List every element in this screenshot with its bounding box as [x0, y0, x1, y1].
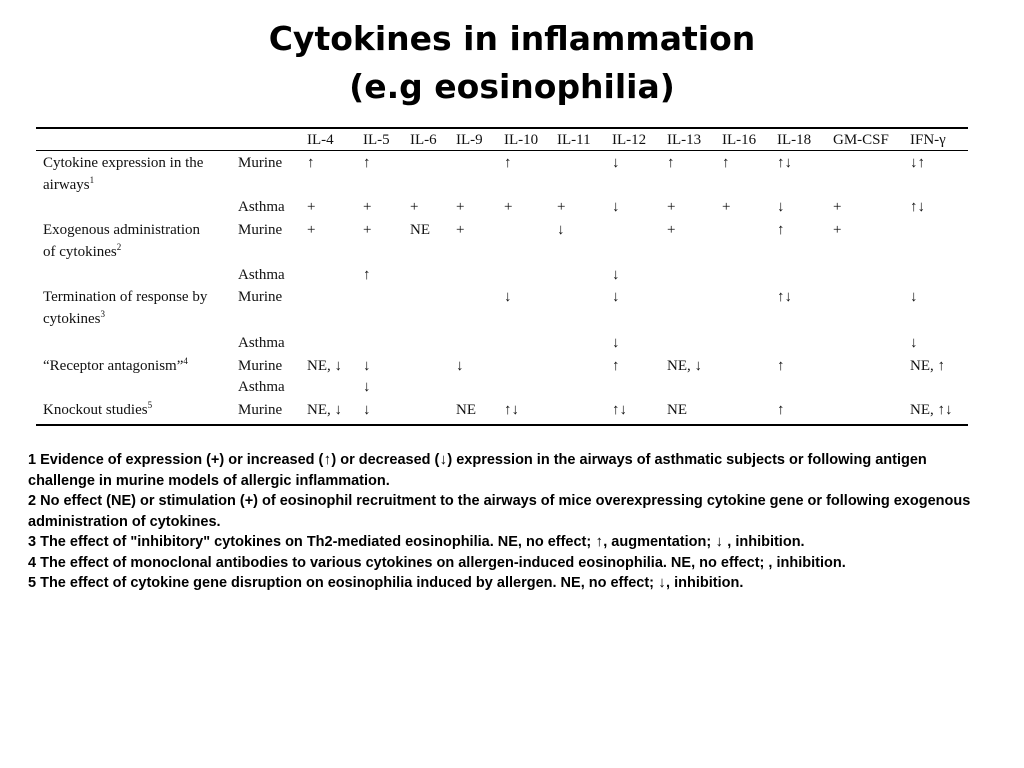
column-header: IL-16	[722, 132, 757, 148]
model-label: Murine	[238, 155, 283, 171]
table-top-rule	[36, 127, 968, 129]
table-cell: +	[363, 199, 372, 215]
model-label: Murine	[238, 222, 283, 238]
table-cell: ↓	[557, 222, 565, 238]
table-cell: NE, ↑	[910, 358, 945, 374]
table-cell: ↑↓	[777, 155, 792, 171]
table-cell: ↓	[910, 289, 918, 305]
table-bottom-rule	[36, 424, 968, 426]
footnote-3: 3 The effect of "inhibitory" cytokines on Th2-mediated eosinophilia. NE, no effect; ↑, augmentation; ↓ , inhibition.	[28, 532, 988, 553]
footnote-4: 4 The effect of monoclonal antibodies to various cytokines on allergen-induced eosinophilia. NE, no effect; , inhibition.	[28, 554, 846, 571]
table-cell: ↓	[612, 267, 620, 283]
table-cell: +	[456, 222, 465, 238]
slide-title-line2: (e.g eosinophilia)	[349, 67, 675, 106]
up-arrow-icon: ↑	[595, 533, 603, 550]
group-label-receptor: “Receptor antagonism”$^4$	[43, 356, 188, 374]
footnote-5: 5 The effect of cytokine gene disruption on eosinophilia induced by allergen. NE, no effect; ↓, inhibition.	[28, 573, 988, 594]
table-cell: ↓	[612, 335, 620, 351]
table-cell: +	[667, 222, 676, 238]
table-cell: ↓	[612, 199, 620, 215]
group-label-knockout: Knockout studies$^5$	[43, 400, 153, 418]
cytokine-table	[36, 127, 968, 427]
table-cell: NE, ↓	[667, 358, 702, 374]
footnote-1: 1 Evidence of expression (+) or increased (↑) or decreased (↓) expression in the airways of asthmatic subjects or following antigen challenge in murine models of allergic inflammation.	[28, 451, 927, 489]
model-label: Murine	[238, 289, 283, 305]
table-cell: +	[504, 199, 513, 215]
table-cell: +	[410, 199, 419, 215]
table-cell: ↑	[777, 358, 785, 374]
table-cell: ↑↓	[910, 199, 925, 215]
column-header: IL-5	[363, 132, 390, 148]
table-cell: ↓	[363, 402, 371, 418]
group-label-exogenous-cont: of cytokines$^2$	[43, 242, 122, 260]
table-cell: ↓	[363, 379, 371, 395]
table-cell: +	[833, 222, 842, 238]
table-cell: ↓	[456, 358, 464, 374]
table-cell: ↓	[612, 155, 620, 171]
table-cell: ↑↓	[504, 402, 519, 418]
table-cell: ↑	[777, 222, 785, 238]
down-arrow-icon: ↓	[658, 574, 666, 591]
column-header: IL-4	[307, 132, 334, 148]
model-label: Asthma	[238, 267, 285, 283]
column-header: GM-CSF	[833, 132, 889, 148]
table-cell: ↑	[612, 358, 620, 374]
table-cell: NE, ↓	[307, 358, 342, 374]
group-label-termination: Termination of response by	[43, 289, 208, 305]
slide-title-line1: Cytokines in inflammation	[268, 19, 756, 58]
table-cell: +	[307, 199, 316, 215]
column-header: IL-12	[612, 132, 647, 148]
column-header: IL-9	[456, 132, 483, 148]
table-cell: ↑	[307, 155, 315, 171]
table-cell: +	[557, 199, 566, 215]
column-header: IL-6	[410, 132, 437, 148]
column-header: IL-13	[667, 132, 702, 148]
model-label: Asthma	[238, 335, 285, 351]
table-cell: NE, ↓	[307, 402, 342, 418]
footnotes	[28, 450, 988, 594]
table-cell: ↓	[910, 335, 918, 351]
table-cell: +	[722, 199, 731, 215]
up-arrow-icon: ↑	[323, 451, 332, 468]
table-cell: ↑	[363, 155, 371, 171]
group-label-expression-cont: airways$^1$	[43, 175, 95, 193]
column-header: IL-18	[777, 132, 812, 148]
table-cell: NE	[456, 402, 476, 418]
column-header: IL-11	[557, 132, 591, 148]
table-cell: ↓	[504, 289, 512, 305]
table-cell: NE	[410, 222, 430, 238]
table-cell: NE, ↑↓	[910, 402, 953, 418]
table-cell: +	[833, 199, 842, 215]
model-label: Asthma	[238, 379, 285, 395]
table-cell: +	[667, 199, 676, 215]
footnote-2: 2 No effect (NE) or stimulation (+) of eosinophil recruitment to the airways of mice overexpressing cytokine gene or following exogenous administration of cytokines.	[28, 493, 971, 530]
table-cell: ↓	[777, 199, 785, 215]
table-cell: ↑	[363, 267, 371, 283]
table-cell: +	[456, 199, 465, 215]
table-cell: +	[363, 222, 372, 238]
table-cell: ↓	[612, 289, 620, 305]
model-label: Asthma	[238, 199, 285, 215]
table-cell: NE	[667, 402, 687, 418]
column-header: IFN-γ	[910, 132, 946, 148]
model-label: Murine	[238, 358, 283, 374]
group-label-exogenous: Exogenous administration	[43, 222, 201, 238]
table-cell: ↑	[504, 155, 512, 171]
group-label-termination-cont: cytokines$^3$	[43, 309, 105, 327]
table-cell: ↑↓	[777, 289, 792, 305]
model-label: Murine	[238, 402, 283, 418]
table-cell: ↑	[667, 155, 675, 171]
group-label-expression: Cytokine expression in the	[43, 155, 204, 171]
table-cell: ↑	[777, 402, 785, 418]
table-cell: ↓↑	[910, 155, 925, 171]
table-cell: +	[307, 222, 316, 238]
table-cell: ↓	[363, 358, 371, 374]
column-header: IL-10	[504, 132, 539, 148]
table-cell: ↑↓	[612, 402, 627, 418]
table-header-rule	[36, 150, 968, 151]
down-arrow-icon: ↓	[439, 451, 448, 468]
down-arrow-icon: ↓	[715, 533, 723, 550]
table-cell: ↑	[722, 155, 730, 171]
